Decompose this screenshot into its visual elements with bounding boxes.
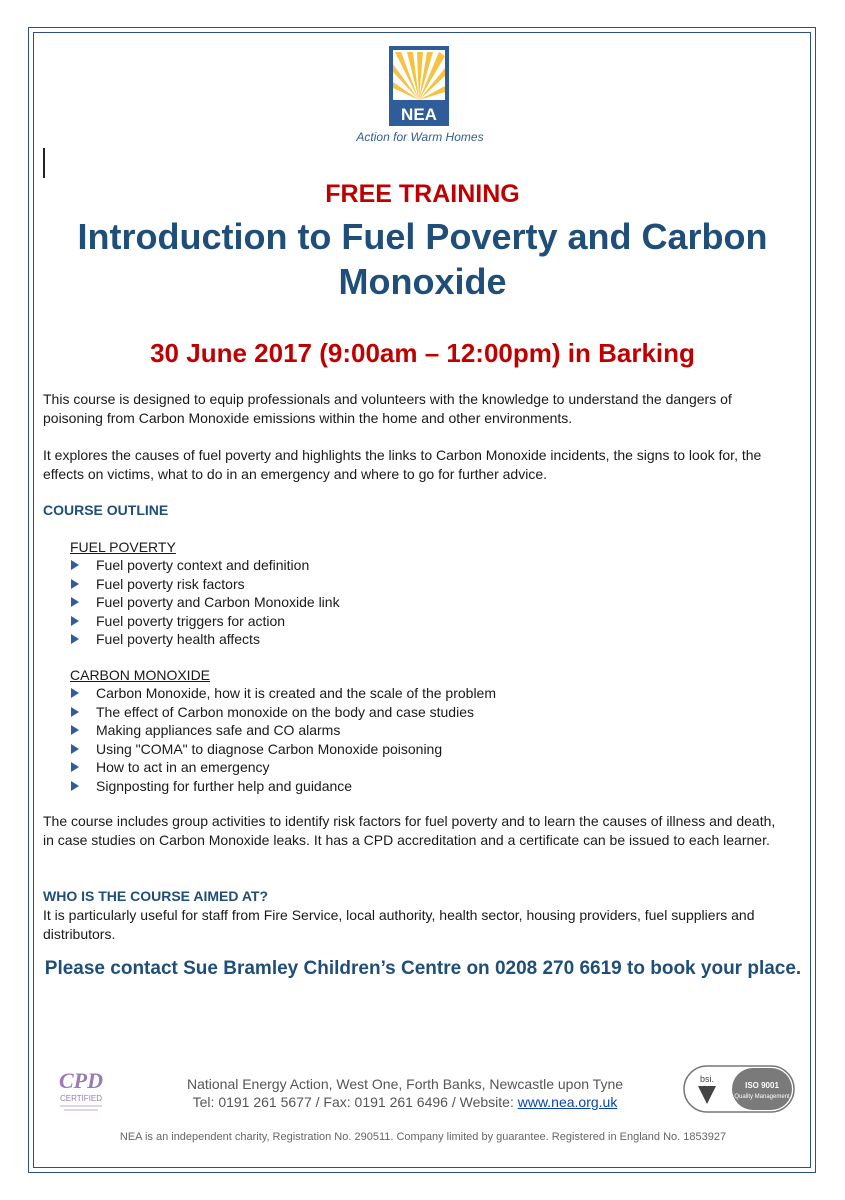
- carbon-monoxide-heading: CARBON MONOXIDE: [70, 667, 211, 683]
- list-item: Signposting for further help and guidance: [70, 777, 770, 796]
- text-cursor: [43, 148, 45, 178]
- svg-text:CERTIFIED: CERTIFIED: [59, 1094, 103, 1103]
- bsi-iso-9001-badge: [682, 1064, 796, 1114]
- logo-tagline: Action for Warm Homes: [356, 130, 484, 144]
- arrow-bullet-icon: [71, 634, 79, 644]
- list-item: The effect of Carbon monoxide on the body and case studies: [70, 703, 770, 722]
- list-item: Fuel poverty risk factors: [70, 575, 770, 594]
- arrow-bullet-icon: [71, 744, 79, 754]
- svg-text:CPD: CPD: [59, 1068, 103, 1093]
- list-item: Fuel poverty context and definition: [70, 556, 770, 575]
- audience-heading: WHO IS THE COURSE AIMED AT?: [43, 888, 269, 904]
- svg-text:ISO 9001: ISO 9001: [745, 1081, 779, 1090]
- list-item: Fuel poverty triggers for action: [70, 612, 770, 631]
- website-link[interactable]: www.nea.org.uk: [517, 1094, 618, 1110]
- arrow-bullet-icon: [71, 616, 79, 626]
- nea-logo: [389, 46, 449, 126]
- intro-paragraph-2: It explores the causes of fuel poverty and highlights the links to Carbon Monoxide incidents, the signs to look for, the effects on victims, what to do in an emergency and where to go for further advice.: [43, 447, 762, 482]
- arrow-bullet-icon: [71, 707, 79, 717]
- arrow-bullet-icon: [71, 725, 79, 735]
- arrow-bullet-icon: [71, 688, 79, 698]
- fuel-poverty-list: [70, 556, 770, 649]
- logo-text: NEA: [401, 105, 437, 124]
- arrow-bullet-icon: [71, 762, 79, 772]
- free-training-label: FREE TRAINING: [325, 180, 520, 208]
- activities-paragraph: The course includes group activities to identify risk factors for fuel poverty and to learn the causes of illness and death, in case studies on Carbon Monoxide leaks. It has a CPD accreditation and a certificate can be issued to each learner.: [43, 813, 776, 848]
- cpd-certified-logo: [52, 1064, 110, 1116]
- svg-text:bsi.: bsi.: [699, 1074, 715, 1084]
- list-item: Using "COMA" to diagnose Carbon Monoxide poisoning: [70, 740, 770, 759]
- list-item: Fuel poverty and Carbon Monoxide link: [70, 593, 770, 612]
- arrow-bullet-icon: [71, 579, 79, 589]
- arrow-bullet-icon: [71, 597, 79, 607]
- course-outline-heading: COURSE OUTLINE: [43, 502, 169, 518]
- audience-paragraph: It is particularly useful for staff from Fire Service, local authority, health sector, housing providers, fuel suppliers and distributors.: [43, 907, 755, 942]
- arrow-bullet-icon: [71, 560, 79, 570]
- list-item: Carbon Monoxide, how it is created and the scale of the problem: [70, 684, 770, 703]
- footer-phone: Tel: 0191 261 5677 / Fax: 0191 261 6496 / Website:: [192, 1094, 518, 1110]
- footer-address-line: National Energy Action, West One, Forth Banks, Newcastle upon Tyne: [186, 1076, 624, 1092]
- footer-contact-line: [120, 1093, 690, 1111]
- page-title: Introduction to Fuel Poverty and Carbon Monoxide: [77, 216, 768, 302]
- list-item: How to act in an emergency: [70, 758, 770, 777]
- charity-registration-note: NEA is an independent charity, Registration No. 290511. Company limited by guarantee. Registered in England No. 1853927: [119, 1131, 727, 1143]
- footer-address: [120, 1075, 690, 1111]
- event-date: 30 June 2017 (9:00am – 12:00pm) in Barking: [150, 338, 695, 368]
- list-item: Fuel poverty health affects: [70, 630, 770, 649]
- arrow-bullet-icon: [71, 781, 79, 791]
- contact-callout: Please contact Sue Bramley Children’s Centre on 0208 270 6619 to book your place.: [44, 958, 802, 979]
- list-item: Making appliances safe and CO alarms: [70, 721, 770, 740]
- intro-paragraph-1: This course is designed to equip professionals and volunteers with the knowledge to understand the dangers of poisoning from Carbon Monoxide emissions within the home and other environments.: [43, 391, 732, 426]
- carbon-monoxide-list: [70, 684, 770, 795]
- fuel-poverty-heading: FUEL POVERTY: [70, 539, 176, 555]
- svg-text:Quality Management: Quality Management: [734, 1094, 790, 1100]
